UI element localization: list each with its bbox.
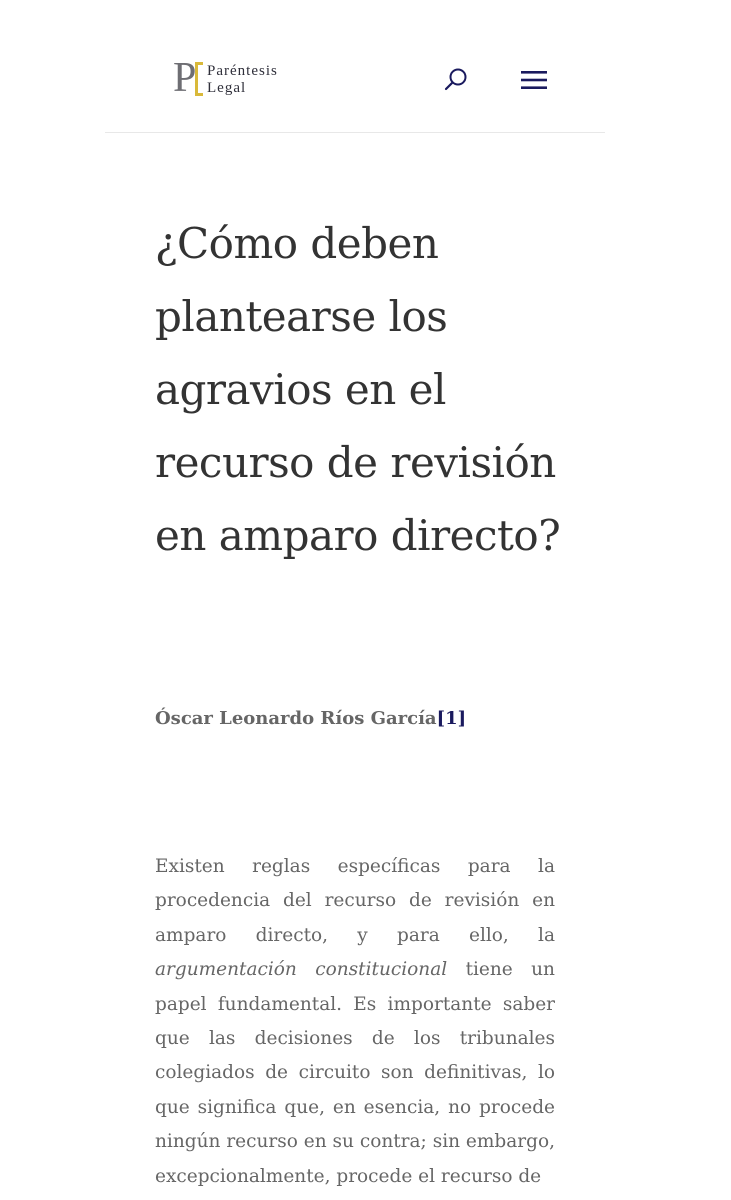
article-author (155, 708, 466, 729)
paragraph-text-part2: tiene un papel fundamental. Es importante saber que las decisiones de los tribunales colegiados de circuito son definitivas, lo que significa que, en esencia, no procede ningún recurso en su contra; sin embargo, excepcionalmente, procede el recurso de (155, 959, 555, 1187)
logo-bracket (195, 62, 203, 96)
site-logo[interactable] (173, 55, 278, 102)
paragraph-text-part1: Existen reglas específicas para la procedencia del recurso de revisión en amparo directo, y para ello, la (155, 856, 555, 946)
logo-text-line1: Paréntesis (207, 63, 278, 79)
article-title: ¿Cómo deben plantearse los agravios en el recurso de revisión en amparo directo? (155, 219, 561, 560)
logo-text-line2: Legal (207, 80, 247, 96)
logo-letter: P (173, 55, 197, 101)
author-name: Óscar Leonardo Ríos García (155, 708, 437, 729)
menu-button[interactable] (519, 68, 549, 92)
search-button[interactable] (443, 67, 469, 93)
paragraph-emphasis: argumentación constitucional (155, 959, 448, 981)
logo-mark (173, 55, 213, 101)
hamburger-menu-icon (519, 68, 549, 92)
article-paragraph (155, 850, 555, 1194)
footnote-link[interactable]: [1] (436, 708, 467, 729)
logo-text (207, 63, 278, 97)
search-icon (443, 67, 469, 93)
site-header (105, 30, 605, 132)
